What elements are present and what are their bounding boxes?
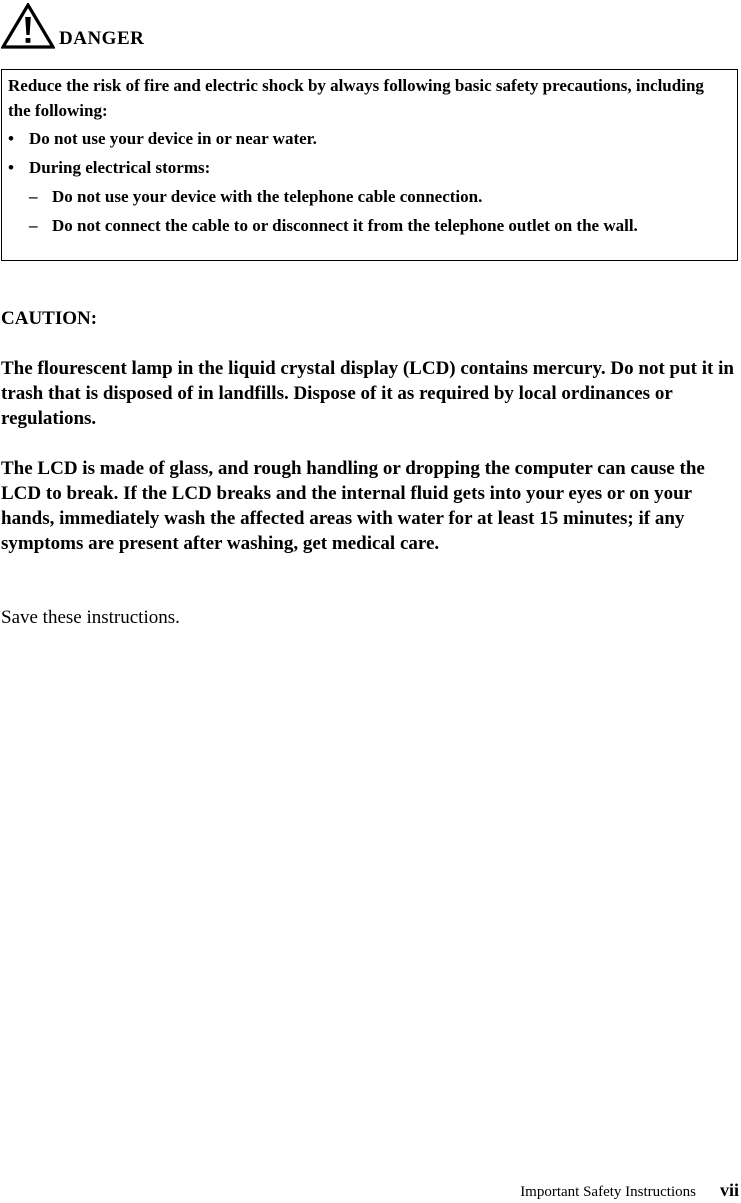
- dash-mark: –: [29, 187, 38, 206]
- storm-sub-list: [29, 184, 725, 238]
- list-item-text: Do not use your device in or near water.: [29, 129, 317, 148]
- list-item: [8, 155, 725, 238]
- warning-triangle-icon: [1, 3, 55, 49]
- sub-list-item: [29, 213, 725, 238]
- sub-item-text: Do not use your device with the telephone cable connection.: [52, 187, 483, 206]
- danger-notice-box: [1, 69, 738, 261]
- page-footer: [520, 1180, 739, 1201]
- caution-paragraph-mercury: The flourescent lamp in the liquid crystal display (LCD) contains mercury. Do not put it in trash that is disposed of in landfills. Dispose of it as required by local ordinances or regulations.: [1, 358, 734, 429]
- closing-instruction: Save these instructions.: [1, 607, 180, 628]
- caution-title: CAUTION:: [1, 308, 98, 329]
- dash-mark: –: [29, 216, 38, 235]
- sub-item-text: Do not connect the cable to or disconnect it from the telephone outlet on the wall.: [52, 216, 638, 235]
- danger-heading: [1, 1, 144, 49]
- list-item-text: During electrical storms:: [29, 158, 211, 177]
- danger-intro: Reduce the risk of fire and electric shock by always following basic safety precautions, including the following:: [8, 76, 704, 120]
- sub-list-item: [29, 184, 725, 209]
- danger-bullet-list: [8, 126, 725, 238]
- bullet-mark: •: [8, 129, 14, 148]
- page-number: vii: [719, 1180, 739, 1200]
- list-item: [8, 126, 725, 151]
- danger-label: DANGER: [59, 28, 145, 49]
- footer-section-title: Important Safety Instructions: [520, 1184, 696, 1200]
- bullet-mark: •: [8, 158, 14, 177]
- caution-paragraph-lcd-glass: The LCD is made of glass, and rough handling or dropping the computer can cause the LCD to break. If the LCD breaks and the internal fluid gets into your eyes or on your hands, immediately wash the affected areas with water for at least 15 minutes; if any symptoms are present after washing, get medical care.: [1, 458, 705, 554]
